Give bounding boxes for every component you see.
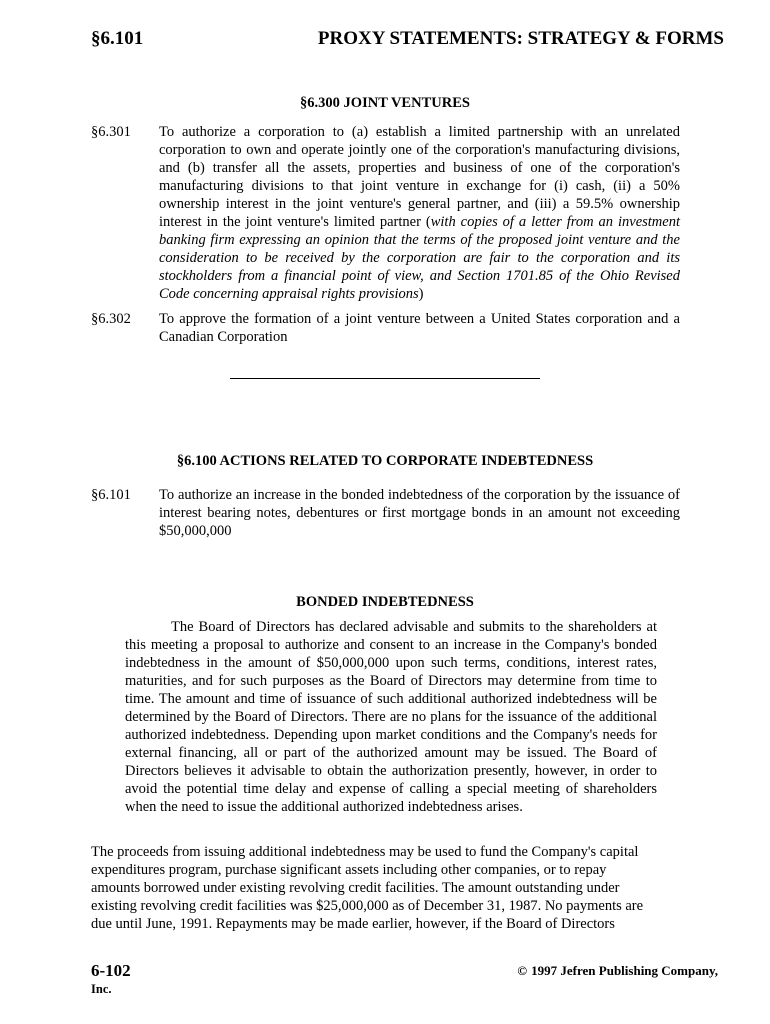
proceeds-paragraph <box>91 843 681 933</box>
entry-number: §6.301 <box>91 124 131 140</box>
page-number: 6-102 <box>91 961 131 980</box>
entry-text: To authorize an increase in the bonded indebtedness of the corporation by the issuance of interest bearing notes, debentures or first mortgage bonds in an amount not exceeding $50,000,000 <box>159 487 680 539</box>
header-title: PROXY STATEMENTS: STRATEGY & FORMS <box>317 28 724 49</box>
proceeds-line: due until June, 1991. Repayments may be made earlier, however, if the Board of Directors <box>91 916 615 932</box>
entry-number: §6.101 <box>91 487 131 503</box>
entry-text: To approve the formation of a joint venture between a United States corporation and a Canadian Corporation <box>159 311 680 345</box>
bonded-indebtedness-paragraph-block <box>125 618 657 816</box>
entry-6-301 <box>91 123 680 303</box>
entry-text <box>159 123 680 303</box>
entry-6-302 <box>91 310 680 346</box>
entry-6-101 <box>91 486 680 540</box>
running-header <box>91 28 724 52</box>
proceeds-line: The proceeds from issuing additional indebtedness may be used to fund the Company's capital <box>91 844 639 860</box>
copyright-text: 1997 Jefren Publishing Company, <box>531 963 718 978</box>
section-divider <box>230 378 540 379</box>
bonded-indebtedness-paragraph: The Board of Directors has declared advisable and submits to the shareholders at this meeting a proposal to authorize and consent to an increase in the Company's bonded indebtedness in the amount of $50,000,000 upon such terms, conditions, interest rates, maturities, and for such purposes as the Board of Directors may determine from time to time. The amount and time of issuance of such additional authorized indebtedness will be determined by the Board of Directors. There are no plans for the issuance of the additional authorized indebtedness. Depending upon market conditions and the Company's needs for external financing, all or part of the authorized amount may be issued. The Board of Directors believes it advisable to obtain the authorization presently, however, in order to avoid the potential time delay and expense of calling a special meeting of shareholders when the need to issue the additional authorized indebtedness arises. <box>125 619 657 815</box>
entry-text-italic: with copies of a letter from an investment banking firm expressing an opinion that the terms of the proposed joint venture and the consideration to be received by the corporation are fair to the corporation and its stockholders from a financial point of view, and Section 1701.85 of the Ohio Revised Code concerning appraisal rights provisions <box>159 214 680 302</box>
proceeds-line: amounts borrowed under existing revolving credit facilities. The amount outstanding under <box>91 880 620 896</box>
entry-text-close: ) <box>418 286 424 302</box>
indebtedness-heading: §6.100 ACTIONS RELATED TO CORPORATE INDEBTEDNESS <box>176 453 594 469</box>
copyright-continuation: Inc. <box>91 982 112 996</box>
copyright-icon: © <box>517 963 528 978</box>
proceeds-line: existing revolving credit facilities was $25,000,000 as of December 31, 1987. No payments are <box>91 898 644 914</box>
header-section-code: §6.101 <box>91 28 144 49</box>
proceeds-line: expenditures program, purchase significant assets including other companies, or to repay <box>91 862 607 878</box>
copyright-notice <box>517 963 718 979</box>
entry-text-plain: To authorize a corporation to (a) establish a limited partnership with an unrelated corporation to own and operate jointly one of the corporation's manufacturing divisions, and (b) transfer all the assets, properties and business of one of the corporation's manufacturing divisions to that joint venture in exchange for (i) cash, (ii) a 50% ownership interest in the joint venture's general partner, and (iii) a 59.5% ownership interest in the joint venture's limited partner ( <box>159 124 680 230</box>
joint-ventures-heading: §6.300 JOINT VENTURES <box>300 95 470 111</box>
entry-number: §6.302 <box>91 311 131 327</box>
bonded-indebtedness-heading: BONDED INDEBTEDNESS <box>296 594 474 610</box>
